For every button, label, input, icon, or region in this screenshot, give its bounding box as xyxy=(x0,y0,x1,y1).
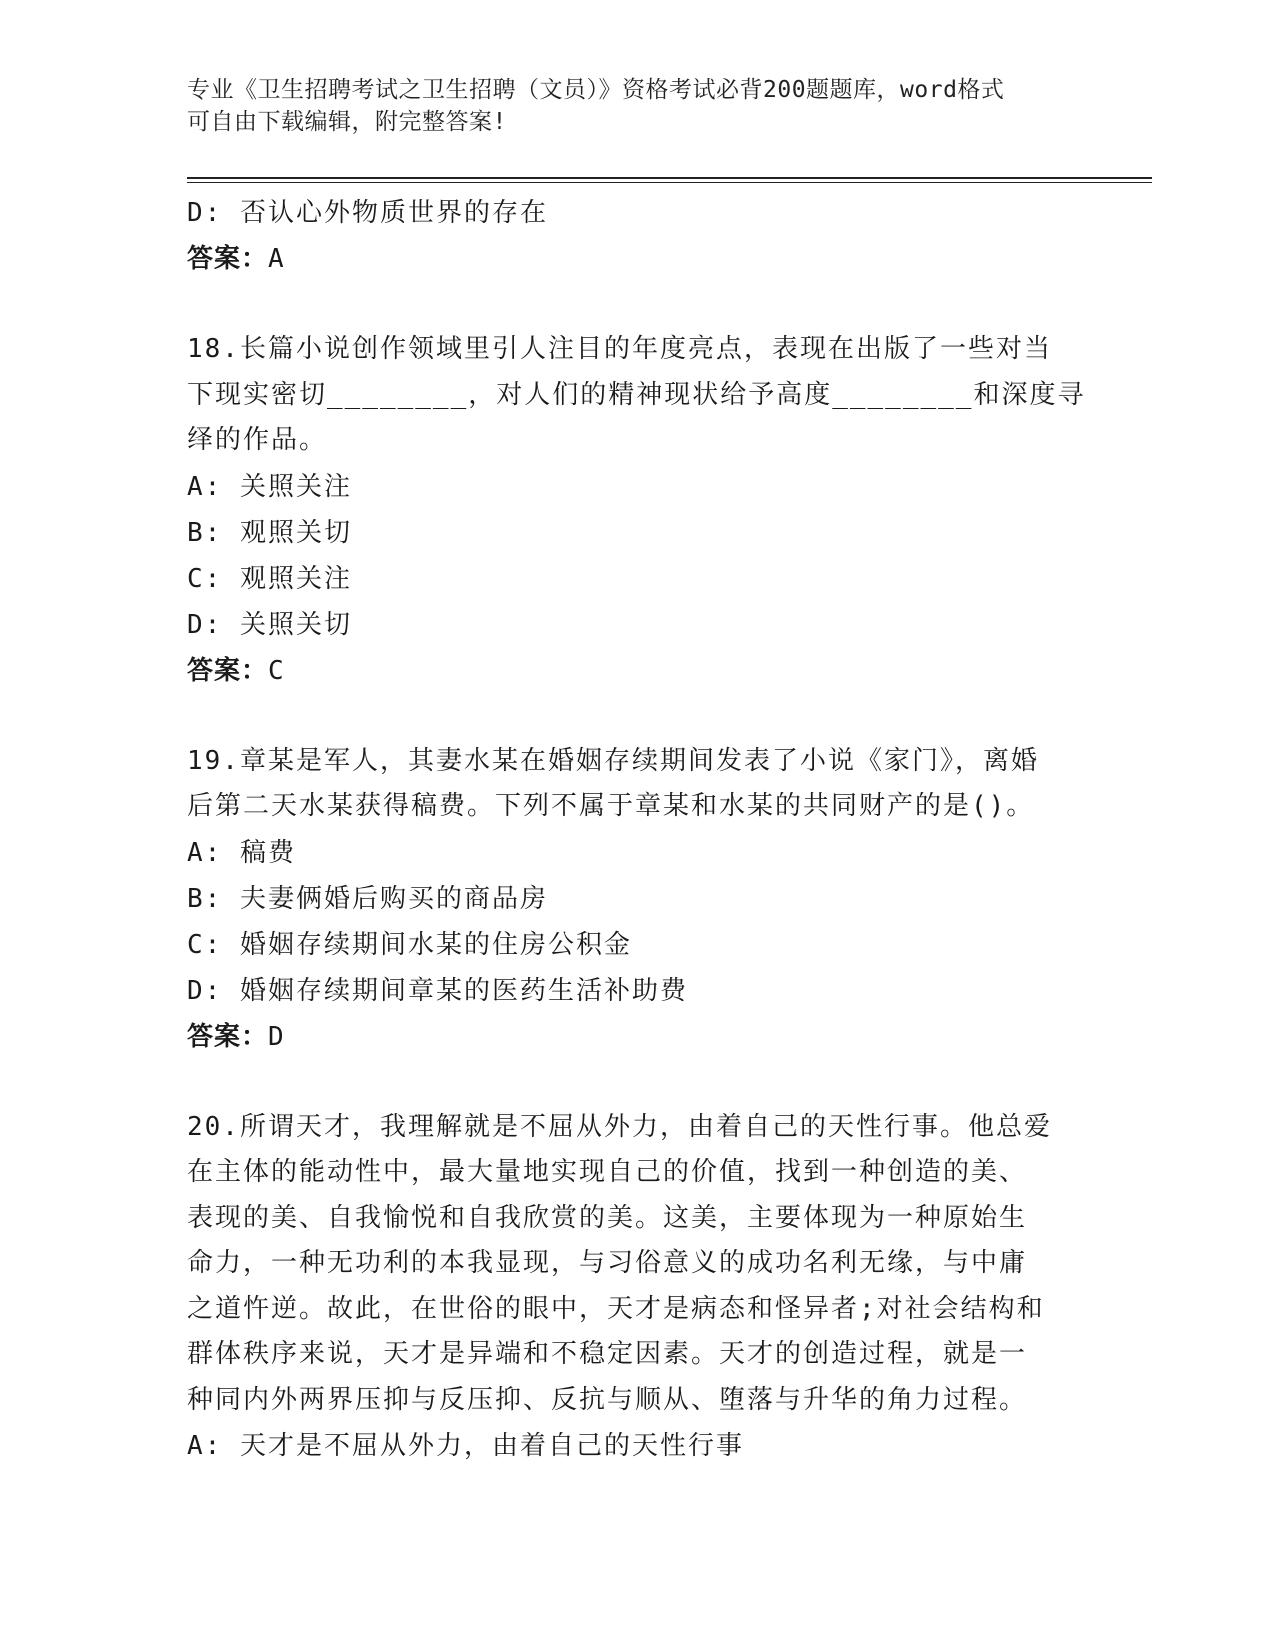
option-b: B: 观照关切 xyxy=(187,517,352,548)
stem-line: 群体秩序来说，天才是异端和不稳定因素。天才的创造过程，就是一 xyxy=(187,1339,1028,1369)
question-stem xyxy=(187,1105,1087,1424)
option-a: A: 稿费 xyxy=(187,837,296,868)
answer-label: 答案： xyxy=(187,655,269,686)
option-a: A: 关照关注 xyxy=(187,471,352,502)
option-d: D: 婚姻存续期间章某的医药生活补助费 xyxy=(187,975,688,1006)
stem-line: 表现的美、自我愉悦和自我欣赏的美。这美，主要体现为一种原始生 xyxy=(187,1202,1028,1233)
question-stem xyxy=(187,739,1087,830)
question-stem xyxy=(187,327,1087,464)
stem-line: 在主体的能动性中，最大量地实现自己的价值，找到一种创造的美、 xyxy=(187,1157,1028,1187)
page-header xyxy=(187,74,1087,138)
previous-question-tail xyxy=(187,190,1087,282)
header-divider-thick xyxy=(187,177,1152,179)
option-a: A: 天才是不屈从外力，由着自己的天性行事 xyxy=(187,1431,744,1461)
answer-value: C xyxy=(268,655,285,686)
answer-line xyxy=(187,1014,1087,1060)
stem-line: 20.所谓天才，我理解就是不屈从外力，由着自己的天性行事。他总爱 xyxy=(187,1111,1052,1142)
stem-line: 种同内外两界压抑与反压抑、反抗与顺从、堕落与升华的角力过程。 xyxy=(187,1384,1028,1415)
stem-line: 命力，一种无功利的本我显现，与习俗意义的成功名利无缘，与中庸 xyxy=(187,1248,1028,1278)
stem-line: 绎的作品。 xyxy=(187,425,328,455)
answer-label: 答案： xyxy=(187,1021,269,1052)
stem-line: 下现实密切________，对人们的精神现状给予高度________和深度寻 xyxy=(187,379,1086,410)
stem-line: 19.章某是军人，其妻水某在婚姻存续期间发表了小说《家门》，离婚 xyxy=(187,745,1039,776)
question-20 xyxy=(187,1105,1087,1470)
stem-line: 18.长篇小说创作领域里引人注目的年度亮点，表现在出版了一些对当 xyxy=(187,334,1052,364)
option-d: D: 否认心外物质世界的存在 xyxy=(187,198,548,228)
question-19 xyxy=(187,739,1087,1060)
document-body xyxy=(187,190,1087,1469)
answer-line xyxy=(187,648,1087,694)
stem-line: 后第二天水某获得稿费。下列不属于章某和水某的共同财产的是()。 xyxy=(187,791,1035,821)
answer-label: 答案： xyxy=(187,244,269,274)
answer-value: A xyxy=(268,244,285,274)
spacer xyxy=(187,694,1087,739)
stem-line: 之道忤逆。故此，在世俗的眼中，天才是病态和怪异者;对社会结构和 xyxy=(187,1293,1045,1324)
option-b: B: 夫妻俩婚后购买的商品房 xyxy=(187,883,548,914)
option-c: C: 婚姻存续期间水某的住房公积金 xyxy=(187,929,632,960)
answer-value: D xyxy=(268,1021,285,1052)
answer-line xyxy=(187,236,1087,282)
option-d: D: 关照关切 xyxy=(187,609,352,640)
header-divider-thin xyxy=(187,182,1152,183)
option-c: C: 观照关注 xyxy=(187,563,352,594)
header-title-line-2: 可自由下载编辑，附完整答案! xyxy=(187,109,507,135)
spacer xyxy=(187,1060,1087,1105)
header-title-line-1: 专业《卫生招聘考试之卫生招聘（文员）》资格考试必背200题题库，word格式 xyxy=(187,77,1005,103)
spacer xyxy=(187,282,1087,327)
question-18 xyxy=(187,327,1087,694)
